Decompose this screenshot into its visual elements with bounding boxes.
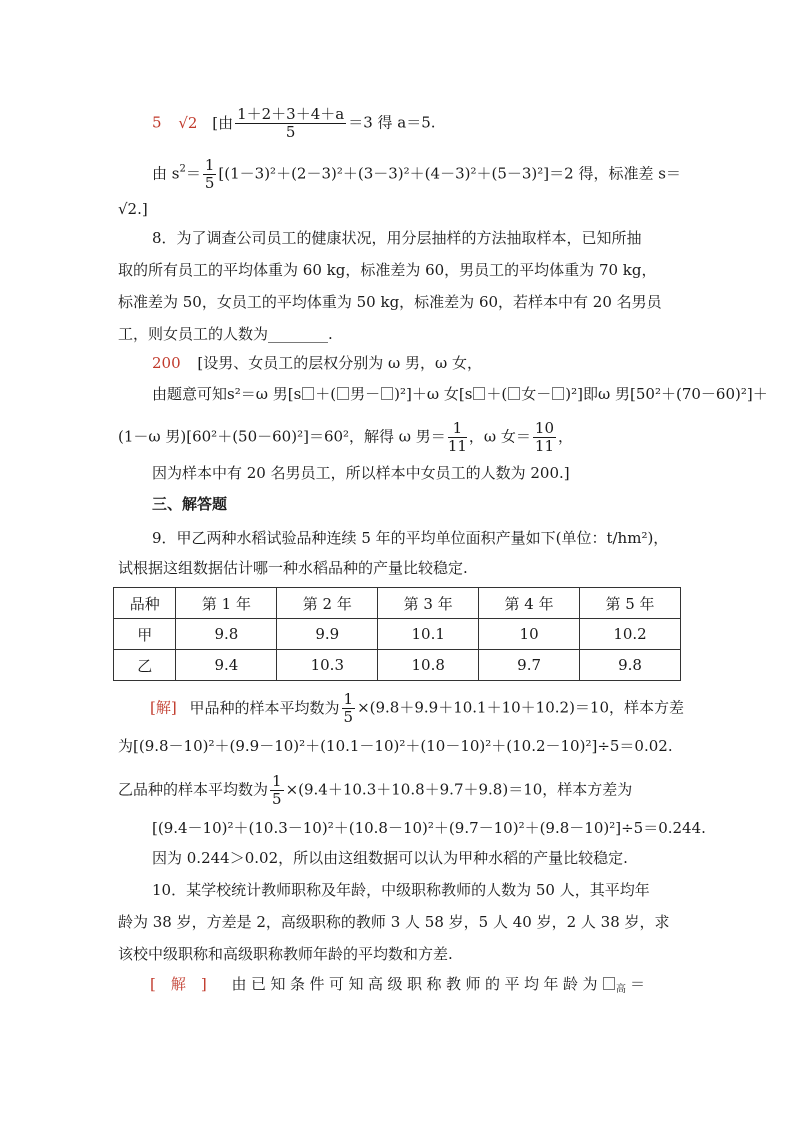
table-header-cell: 第 3 年 bbox=[378, 588, 479, 619]
q7-fraction-num: 1＋2＋3＋4＋a bbox=[237, 105, 345, 123]
table-cell: 9.4 bbox=[176, 650, 277, 681]
q9-frac1-num: 1 bbox=[343, 690, 354, 708]
q8-f1-num: 1 bbox=[448, 420, 467, 438]
q7-fraction-den: 5 bbox=[285, 123, 296, 141]
q10-line-1: 10．某学校统计教师职称及年龄，中级职称教师的人数为 50 人，其平均年 bbox=[152, 881, 650, 899]
q8-line-4: 工，则女员工的人数为________. bbox=[118, 325, 333, 343]
q9-fraction-1 bbox=[342, 691, 356, 726]
table-cell: 9.9 bbox=[277, 619, 378, 650]
q9-l3-post: ×(9.4＋10.3＋10.8＋9.7＋9.8)＝10，样本方差为 bbox=[285, 780, 633, 799]
q8-l2-c: 男－ bbox=[350, 385, 381, 403]
q10-line-2: 龄为 38 岁，方差是 2，高级职称的教师 3 人 58 岁，5 人 40 岁，2 人 38 岁，求 bbox=[118, 913, 670, 931]
table-cell: 甲 bbox=[114, 619, 176, 650]
missing-glyph-icon bbox=[552, 387, 564, 400]
q10-solution-line bbox=[150, 974, 645, 1000]
table-cell: 10.8 bbox=[378, 650, 479, 681]
table-header-cell: 第 5 年 bbox=[580, 588, 681, 619]
missing-glyph-icon bbox=[381, 387, 393, 400]
q8-l2-a: 由题意可知s²＝ω 男[s bbox=[152, 385, 302, 403]
table-header-cell: 第 1 年 bbox=[176, 588, 277, 619]
table-cell: 9.8 bbox=[580, 650, 681, 681]
q8-f2-num: 10 bbox=[534, 419, 554, 437]
q8-answer-l1: [设男、女员工的层权分别为 ω 男，ω 女， bbox=[197, 354, 483, 372]
q9-fraction-2 bbox=[270, 773, 284, 808]
missing-glyph-icon bbox=[337, 387, 349, 400]
table-cell: 10.3 bbox=[277, 650, 378, 681]
q7-std-result: √2.] bbox=[118, 200, 148, 218]
q8-fraction-female bbox=[533, 420, 556, 455]
q8-l3-end: ， bbox=[558, 427, 574, 446]
q7-tail: ＝3 得 a＝5. bbox=[348, 113, 436, 132]
q8-line-3: 标准差为 50，女员工的平均体重为 50 kg，标准差为 60，若样本中有 20 名男员 bbox=[118, 293, 662, 311]
missing-glyph-icon bbox=[473, 387, 485, 400]
q7-variance-pre: 由 s bbox=[152, 164, 180, 183]
q8-l2-f: 女－ bbox=[521, 385, 552, 403]
q7-variance-post: [(1－3)²＋(2－3)²＋(3－3)²＋(4－3)²＋(5－3)²]＝2 得，标准差 s＝ bbox=[218, 164, 681, 183]
q8-answer-line-2 bbox=[152, 384, 768, 404]
q8-f1-den: 11 bbox=[447, 437, 467, 455]
q8-answer-line-4: 因为样本中有 20 名男员工，所以样本中女员工的人数为 200.] bbox=[152, 464, 570, 482]
q9-solution-tag: [解] bbox=[150, 698, 177, 717]
table-header-cell: 第 4 年 bbox=[479, 588, 580, 619]
q9-l1-pre: 甲品种的样本平均数为 bbox=[189, 698, 340, 717]
q10-solution-sub: 高 bbox=[616, 984, 627, 995]
table-header-row bbox=[114, 588, 681, 619]
q9-solution-line-5: 因为 0.244＞0.02，所以由这组数据可以认为甲种水稻的产量比较稳定. bbox=[152, 849, 628, 867]
q9-line-2: 试根据这组数据估计哪一种水稻品种的产量比较稳定. bbox=[118, 559, 468, 577]
q7-bracket-text: [由 bbox=[212, 113, 234, 132]
q9-l3-pre: 乙品种的样本平均数为 bbox=[118, 780, 269, 799]
q8-fraction-male bbox=[448, 420, 467, 455]
q7-answer-value: 5 bbox=[152, 113, 162, 132]
q8-line-1: 8．为了调查公司员工的健康状况，用分层抽样的方法抽取样本，已知所抽 bbox=[152, 229, 642, 247]
q10-line-3: 该校中级职称和高级职称教师年龄的平均数和方差. bbox=[118, 945, 453, 963]
q9-frac1-den: 5 bbox=[343, 708, 354, 726]
q7-variance-eq: ＝ bbox=[185, 164, 201, 183]
table-row bbox=[114, 650, 681, 681]
q9-line-1: 9．甲乙两种水稻试验品种连续 5 年的平均单位面积产量如下(单位：t/hm²)， bbox=[152, 529, 669, 547]
q7-variance-sup: 2 bbox=[179, 163, 186, 175]
table-cell: 9.8 bbox=[176, 619, 277, 650]
table-header-cell: 第 2 年 bbox=[277, 588, 378, 619]
table-cell: 9.7 bbox=[479, 650, 580, 681]
q8-l2-b: ＋( bbox=[315, 385, 337, 403]
missing-glyph-icon bbox=[508, 387, 520, 400]
q9-solution-line-3 bbox=[118, 773, 632, 808]
q8-line-2: 取的所有员工的平均体重为 60 kg，标准差为 60，男员工的平均体重为 70 kg， bbox=[118, 261, 657, 279]
q8-answer-line-1 bbox=[152, 353, 482, 373]
table-cell: 乙 bbox=[114, 650, 176, 681]
q7-variance-line bbox=[152, 157, 681, 192]
section-title: 三、解答题 bbox=[152, 495, 228, 513]
q10-solution-text: 由已知条件可知高级职称教师的平均年龄为 bbox=[231, 975, 603, 993]
q8-f2-den: 11 bbox=[534, 437, 554, 455]
table-cell: 10.2 bbox=[580, 619, 681, 650]
q7-fraction bbox=[235, 106, 346, 141]
q9-frac2-num: 1 bbox=[272, 772, 282, 790]
q8-l2-d: )²]＋ω 女[s bbox=[394, 385, 473, 403]
q9-l1-post: ×(9.8＋9.9＋10.1＋10＋10.2)＝10，样本方差 bbox=[357, 698, 685, 717]
q9-solution-line-4: [(9.4－10)²＋(10.3－10)²＋(10.8－10)²＋(9.7－10)²＋(9.8－10)²]÷5＝0.244. bbox=[152, 819, 706, 837]
q8-answer-value: 200 bbox=[152, 354, 181, 372]
q8-l3-pre: (1－ω 男)[60²＋(50－60)²]＝60²，解得 ω 男＝ bbox=[118, 427, 446, 446]
q7-variance-fraction bbox=[203, 157, 217, 192]
q9-frac2-den: 5 bbox=[272, 790, 282, 808]
yield-table bbox=[113, 587, 681, 681]
q8-answer-line-3 bbox=[118, 420, 573, 455]
q9-solution-line-2: 为[(9.8－10)²＋(9.9－10)²＋(10.1－10)²＋(10－10)²＋(10.2－10)²]÷5＝0.02. bbox=[118, 737, 673, 755]
q10-solution-tag: [ 解 ] bbox=[150, 975, 207, 993]
table-cell: 10 bbox=[479, 619, 580, 650]
q8-l3-mid: ，ω 女＝ bbox=[468, 427, 531, 446]
table-cell: 10.1 bbox=[378, 619, 479, 650]
missing-glyph-icon bbox=[302, 387, 314, 400]
q7-variance-num: 1 bbox=[204, 156, 215, 174]
q8-l2-e: ＋( bbox=[486, 385, 508, 403]
q10-solution-tail: ＝ bbox=[630, 975, 646, 993]
q9-solution-line-1 bbox=[150, 691, 684, 726]
q7-answer-line bbox=[152, 106, 436, 141]
q7-answer-root: √2 bbox=[178, 113, 198, 132]
missing-glyph-icon bbox=[603, 977, 615, 990]
table-row bbox=[114, 619, 681, 650]
table-header-cell: 品种 bbox=[114, 588, 176, 619]
q7-variance-den: 5 bbox=[204, 174, 215, 192]
q8-l2-g: )²]即ω 男[50²＋(70－60)²]＋ bbox=[565, 385, 768, 403]
